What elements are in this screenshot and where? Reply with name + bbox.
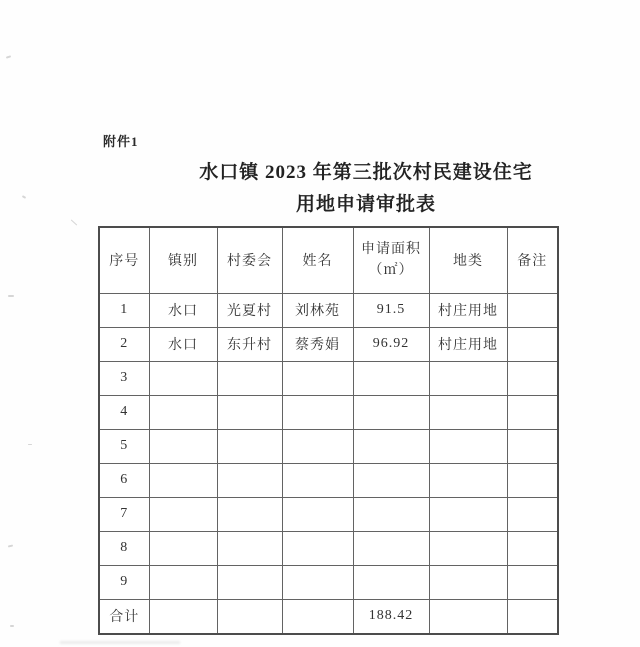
scan-artifact [71, 219, 78, 225]
cell-area [353, 497, 429, 531]
table-row [99, 361, 558, 395]
approval-table [98, 226, 559, 635]
cell-area: 91.5 [353, 293, 429, 327]
table-row [99, 463, 558, 497]
cell-town [149, 497, 217, 531]
header-area-sublabel: （㎡） [368, 263, 414, 279]
cell-area [353, 395, 429, 429]
cell-area [353, 463, 429, 497]
table-row [99, 327, 558, 361]
header-cell-town: 镇别 [149, 227, 217, 293]
cell-remark [507, 565, 558, 599]
cell-name [282, 463, 353, 497]
cell-landtype [429, 497, 507, 531]
cell-remark [507, 361, 558, 395]
header-cell-landtype: 地类 [429, 227, 507, 293]
cell-town [149, 599, 217, 634]
scan-artifact [22, 195, 26, 199]
attachment-label: 附件1 [103, 134, 139, 149]
cell-town: 水口 [149, 293, 217, 327]
cell-area [353, 361, 429, 395]
cell-village: 东升村 [217, 327, 282, 361]
scan-artifact [8, 545, 13, 548]
cell-village [217, 463, 282, 497]
cell-remark [507, 497, 558, 531]
cell-village [217, 531, 282, 565]
header-cell-village: 村委会 [217, 227, 282, 293]
table-row [99, 531, 558, 565]
total-area-cell: 188.42 [353, 599, 429, 634]
scan-artifact [10, 625, 14, 627]
header-cell-area [353, 227, 429, 293]
header-cell-name: 姓名 [282, 227, 353, 293]
total-row [99, 599, 558, 634]
cell-index: 5 [99, 429, 149, 463]
cell-remark [507, 599, 558, 634]
header-cell-index: 序号 [99, 227, 149, 293]
cell-name [282, 395, 353, 429]
cell-area [353, 531, 429, 565]
cell-town [149, 565, 217, 599]
table-row [99, 565, 558, 599]
cell-town [149, 531, 217, 565]
cell-area [353, 565, 429, 599]
cell-name [282, 531, 353, 565]
cell-index: 7 [99, 497, 149, 531]
cell-landtype [429, 395, 507, 429]
cell-village [217, 599, 282, 634]
cell-name [282, 429, 353, 463]
cell-name [282, 361, 353, 395]
cell-area: 96.92 [353, 327, 429, 361]
cell-town [149, 429, 217, 463]
scan-artifact [8, 295, 14, 297]
scan-smudge [60, 641, 180, 644]
table-row [99, 429, 558, 463]
header-cell-remark: 备注 [507, 227, 558, 293]
cell-remark [507, 429, 558, 463]
table-row [99, 395, 558, 429]
cell-village [217, 429, 282, 463]
table-row [99, 293, 558, 327]
cell-index: 3 [99, 361, 149, 395]
total-label-cell: 合计 [99, 599, 149, 634]
cell-village: 光夏村 [217, 293, 282, 327]
cell-village [217, 497, 282, 531]
cell-village [217, 361, 282, 395]
title-line-2: 用地申请审批表 [295, 194, 436, 215]
cell-landtype [429, 361, 507, 395]
header-area-label: 申请面积 [361, 241, 421, 257]
cell-name [282, 599, 353, 634]
document-title [146, 157, 586, 221]
scan-artifact [28, 444, 32, 445]
cell-index: 2 [99, 327, 149, 361]
cell-index: 4 [99, 395, 149, 429]
cell-town [149, 395, 217, 429]
cell-remark [507, 531, 558, 565]
cell-landtype [429, 463, 507, 497]
cell-landtype [429, 429, 507, 463]
scan-artifact [6, 55, 11, 58]
cell-name: 蔡秀娟 [282, 327, 353, 361]
cell-town: 水口 [149, 327, 217, 361]
cell-name [282, 497, 353, 531]
header-row [99, 227, 558, 293]
cell-landtype: 村庄用地 [429, 293, 507, 327]
cell-remark [507, 327, 558, 361]
cell-index: 1 [99, 293, 149, 327]
cell-name: 刘林苑 [282, 293, 353, 327]
cell-town [149, 361, 217, 395]
cell-landtype [429, 531, 507, 565]
cell-remark [507, 293, 558, 327]
cell-landtype: 村庄用地 [429, 327, 507, 361]
cell-village [217, 565, 282, 599]
cell-landtype [429, 565, 507, 599]
cell-index: 8 [99, 531, 149, 565]
cell-village [217, 395, 282, 429]
title-line-1: 水口镇 2023 年第三批次村民建设住宅 [199, 162, 533, 183]
cell-remark [507, 463, 558, 497]
table-row [99, 497, 558, 531]
cell-index: 6 [99, 463, 149, 497]
cell-remark [507, 395, 558, 429]
cell-name [282, 565, 353, 599]
cell-town [149, 463, 217, 497]
cell-index: 9 [99, 565, 149, 599]
cell-area [353, 429, 429, 463]
cell-landtype [429, 599, 507, 634]
